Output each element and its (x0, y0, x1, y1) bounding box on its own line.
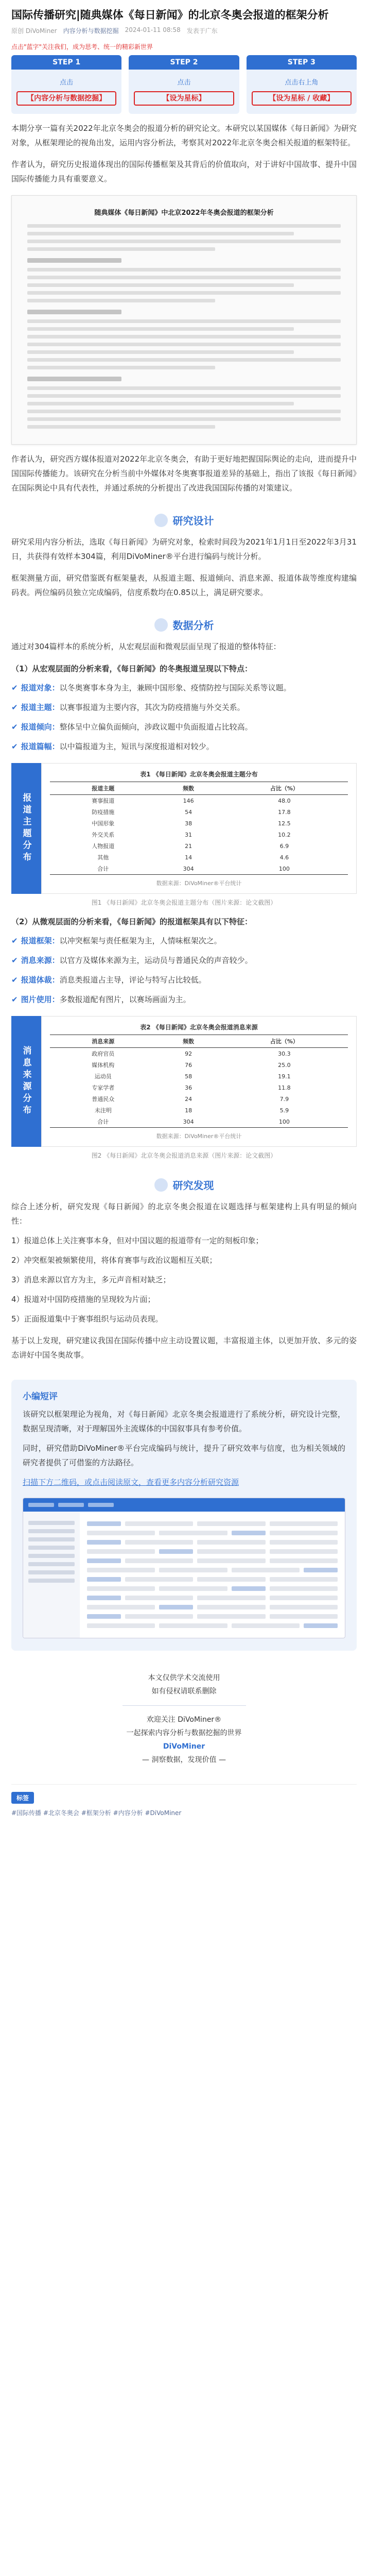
bullet-label: 图片使用： (21, 995, 60, 1004)
check-icon: ✔ (11, 995, 18, 1004)
table-title: 表2 《每日新闻》北京冬奥会报道消息来源 (140, 1024, 258, 1031)
table-note: 数据来源：DiVoMiner®平台统计 (156, 880, 242, 887)
article-tags (11, 1784, 357, 1818)
article-date: 2024-01-11 08:58 (125, 26, 181, 33)
table-row: 运动员 58 19.1 (94, 1073, 291, 1080)
table-side-label: 消息来源分布 (11, 1016, 41, 1147)
table-header: 报道主题 (50, 782, 156, 795)
findings-intro: 综合上述分析，研究发现《每日新闻》的北京冬奥会报道在议题选择与框架建构上具有明显的倾向性： (11, 1202, 357, 1226)
macro-bullet (11, 681, 357, 695)
section-findings-label: 研究发现 (172, 1179, 214, 1192)
closing-line: 欢迎关注 DiVoMiner® (146, 1716, 222, 1724)
data-table (50, 782, 348, 875)
finding-item: 4）报道对中国防疫措施的呈现较为片面； (11, 1295, 155, 1304)
check-icon: ✔ (11, 703, 18, 712)
finding-item: 3）消息来源以官方为主，多元声音相对缺乏； (11, 1275, 171, 1284)
table-row: 防疫措施 54 17.8 (92, 808, 291, 816)
micro-bullet (11, 953, 357, 968)
micro-bullet (11, 992, 357, 1007)
table-box (41, 1016, 357, 1147)
step-3-text: 点击右上角 (285, 79, 319, 87)
macro-bullet (11, 700, 357, 715)
bullet-label: 报道对象： (21, 683, 60, 692)
step-3-body (247, 70, 357, 114)
finding-item: 2）冲突框架被频繁使用，将体育赛事与政治议题相互关联； (11, 1256, 217, 1265)
table-side-label: 报道主题分布 (11, 763, 41, 894)
table-header: 占比（%） (221, 782, 348, 795)
comment-link[interactable]: 扫描下方二维码，或点击阅读原文，查看更多内容分析研究资源 (23, 1478, 239, 1487)
platform-screenshot (23, 1498, 345, 1638)
table-row: 其他 14 4.6 (97, 854, 289, 861)
table-row: 合计 304 100 (50, 863, 348, 875)
table-header: 频数 (156, 782, 220, 795)
body-paragraph: 作者认为，研究西方媒体报道对2022年北京冬奥会，有助于更好地把握国际舆论的走向，进而提升中国国际传播能力。该研究在分析当前中外媒体对冬奥赛事报道差异的基础上，指出了该报《每日新闻》在国际舆论中具有代表性，并通过系统的分析提出了改进我国国际传播的对策建议。 (11, 454, 357, 493)
bullet-text: 以官方及媒体来源为主，运动员与普通民众的声音较少。 (59, 956, 253, 965)
follow-tip: 点击"蓝字"关注我们，成为思考、统一的精彩新世界 (11, 43, 153, 50)
bullet-text: 以中篇报道为主，短讯与深度报道相对较少。 (59, 742, 214, 751)
step-1-head: STEP 1 (11, 55, 121, 70)
step-1-action[interactable]: 【内容分析与数据挖掘】 (16, 91, 116, 106)
article-meta (11, 26, 357, 35)
section-data-label: 数据分析 (172, 619, 214, 632)
step-3 (247, 55, 357, 114)
table-row: 政府官员 92 30.3 (92, 1050, 291, 1057)
section-data-title (11, 617, 357, 632)
bullet-text: 整体呈中立偏负面倾向，涉政议题中负面报道占比较高。 (59, 722, 253, 732)
paper-preview (11, 195, 357, 445)
article-location: 发表于广东 (186, 27, 218, 35)
table-header: 消息来源 (50, 1035, 156, 1048)
check-icon: ✔ (11, 936, 18, 945)
macro-bullet (11, 739, 357, 754)
table-row: 未注明 18 5.9 (94, 1107, 289, 1114)
article-title: 国际传播研究|随典媒体《每日新闻》的北京冬奥会报道的框架分析 (11, 9, 329, 21)
macro-bullet (11, 720, 357, 734)
editor-comment (11, 1380, 357, 1651)
table-header: 频数 (156, 1035, 220, 1048)
section-deco-icon (154, 514, 168, 527)
macro-heading: （1）从宏观层面的分析来看，《每日新闻》的冬奥报道呈现以下特点： (11, 664, 252, 673)
paper-title: 随典媒体《每日新闻》中北京2022年冬奥会报道的框架分析 (94, 209, 274, 217)
section-findings-title (11, 1177, 357, 1192)
section-deco-icon (154, 1178, 168, 1192)
table-title: 表1 《每日新闻》北京冬奥会报道主题分布 (140, 771, 258, 778)
follow-steps (11, 55, 357, 114)
section-deco-icon (154, 618, 168, 632)
section-design-title (11, 513, 357, 528)
step-2-body (129, 70, 239, 114)
check-icon: ✔ (11, 975, 18, 985)
table-row: 中国形象 38 12.5 (92, 820, 291, 827)
micro-bullet (11, 973, 357, 987)
comment-paragraph-2: 同时，研究借助DiVoMiner®平台完成编码与统计，提升了研究效率与信度，也为相关领域的研究者提供了可借鉴的方法路径。 (23, 1444, 345, 1467)
table-note: 数据来源：DiVoMiner®平台统计 (156, 1133, 242, 1140)
bullet-label: 消息来源： (21, 956, 60, 965)
table-box (41, 763, 357, 894)
figure-caption-2: 图2 《每日新闻》北京冬奥会报道消息来源（图片来源：论文截图） (91, 1152, 277, 1159)
table-block-2 (11, 1016, 357, 1147)
article-author: 原创 DiVoMiner (11, 27, 57, 35)
check-icon: ✔ (11, 683, 18, 692)
bullet-label: 报道框架： (21, 936, 60, 945)
check-icon: ✔ (11, 742, 18, 751)
bullet-text: 消息类报道占主导，评论与特写占比较低。 (59, 975, 206, 985)
closing-brand: DiVoMiner (163, 1742, 205, 1751)
table-row: 媒体机构 76 25.0 (92, 1061, 291, 1069)
bullet-text: 以赛事报道为主要内容，其次为防疫措施与外交关系。 (59, 703, 245, 712)
step-3-action[interactable]: 【设为星标 / 收藏】 (252, 91, 352, 106)
bullet-text: 以冲突框架与责任框架为主，人情味框架次之。 (59, 936, 222, 945)
bullet-label: 报道篇幅： (21, 742, 60, 751)
table-block-1 (11, 763, 357, 894)
figure-caption-1: 图1 《每日新闻》北京冬奥会报道主题分布（图片来源：论文截图） (91, 899, 277, 906)
step-2-action[interactable]: 【设为星标】 (134, 91, 234, 106)
bullet-text: 多数报道配有图片，以赛场画面为主。 (59, 995, 191, 1004)
account-link[interactable]: 内容分析与数据挖掘 (63, 27, 119, 35)
table-header: 占比（%） (221, 1035, 348, 1048)
design-paragraph-1: 研究采用内容分析法，选取《每日新闻》为研究对象，检索时间段为2021年1月1日至2022年3月31日，共获得有效样本304篇，利用DiVoMiner®平台进行编码与统计分析。 (11, 537, 357, 561)
step-1-text: 点击 (60, 79, 74, 87)
finding-item: 1）报道总体上关注赛事本身，但对中国议题的报道带有一定的刻板印象； (11, 1236, 264, 1245)
table-row: 赛事报道 146 48.0 (92, 797, 291, 804)
step-2 (129, 55, 239, 114)
data-table (50, 1035, 348, 1128)
micro-heading: （2）从微观层面的分析来看，《每日新闻》的报道框架具有以下特征： (11, 917, 252, 926)
tag-links[interactable]: #国际传播 #北京冬奥会 #框架分析 #内容分析 #DiVoMiner (11, 1809, 182, 1817)
closing-block (11, 1671, 357, 1767)
finding-item: 5）正面报道集中于赛事组织与运动员表现。 (11, 1314, 163, 1324)
intro-paragraph-2: 作者认为，研究历史报道体现出的国际传播框架及其背后的价值取向，对于讲好中国故事、提升中国国际传播能力具有重要意义。 (11, 160, 357, 183)
micro-bullet (11, 934, 357, 948)
comment-paragraph-1: 该研究以框架理论为视角，对《每日新闻》北京冬奥会报道进行了系统分析，研究设计完整，数据呈现清晰，对于理解国外主流媒体的中国叙事具有参考价值。 (23, 1410, 345, 1433)
check-icon: ✔ (11, 956, 18, 965)
bullet-label: 报道体裁： (21, 975, 60, 985)
table-row: 普通民众 24 7.9 (92, 1095, 289, 1103)
closing-line: 本文仅供学术交流使用 (148, 1674, 220, 1682)
step-2-text: 点击 (177, 79, 191, 87)
step-3-head: STEP 3 (247, 55, 357, 70)
check-icon: ✔ (11, 722, 18, 732)
bullet-label: 报道主题： (21, 703, 60, 712)
table-row: 人物报道 21 6.9 (92, 842, 289, 850)
data-intro: 通过对304篇样本的系统分析，从宏观层面和微观层面呈现了报道的整体特征： (11, 642, 281, 651)
closing-slogan: — 洞察数据，发现价值 — (142, 1756, 226, 1764)
closing-line: 一起探索内容分析与数据挖掘的世界 (126, 1729, 242, 1737)
step-1-body (11, 70, 121, 114)
step-1 (11, 55, 121, 114)
table-row: 合计 304 100 (50, 1116, 348, 1128)
bullet-text: 以冬奥赛事本身为主，兼顾中国形象、疫情防控与国际关系等议题。 (59, 683, 291, 692)
comment-title: 小编短评 (23, 1392, 58, 1402)
section-design-label: 研究设计 (172, 515, 214, 527)
table-row: 专家学者 36 11.8 (92, 1084, 291, 1091)
findings-summary: 基于以上发现，研究建议我国在国际传播中应主动设置议题，丰富报道主体，以更加开放、多元的姿态讲好中国冬奥故事。 (11, 1336, 357, 1360)
design-paragraph-2: 框架测量方面，研究借鉴既有框架量表，从报道主题、报道倾向、消息来源、报道体裁等维度构建编码表。两位编码员独立完成编码，信度系数均在0.85以上，满足研究要求。 (11, 573, 357, 597)
closing-line: 如有侵权请联系删除 (151, 1687, 217, 1696)
step-2-head: STEP 2 (129, 55, 239, 70)
table-row: 外交关系 31 10.2 (92, 831, 291, 838)
bullet-label: 报道倾向： (21, 722, 60, 732)
intro-paragraph-1: 本期分享一篇有关2022年北京冬奥会的报道分析的研究论文。本研究以某国媒体《每日新闻》为研究对象，从框架理论的视角出发，运用内容分析法，考察其对2022年北京冬奥会相关报道的框架特征。 (11, 124, 357, 147)
tag-label: 标签 (11, 1792, 34, 1804)
